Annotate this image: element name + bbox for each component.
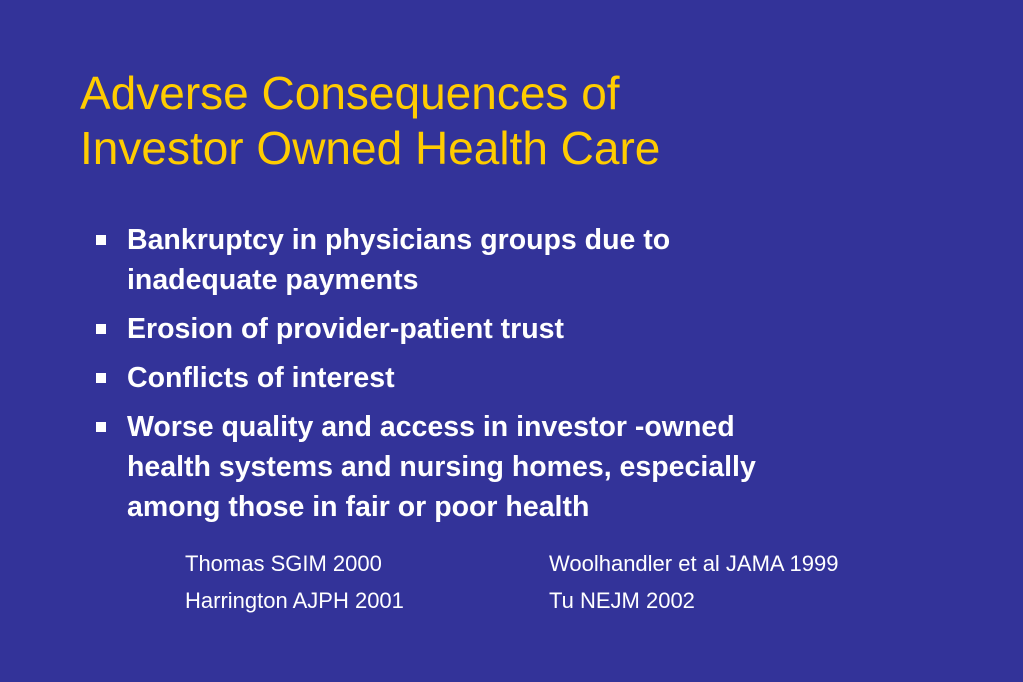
bullet-list (96, 220, 976, 527)
citations (185, 545, 838, 619)
bullet-item (96, 358, 976, 398)
square-bullet-icon (96, 422, 106, 432)
bullet-line: among those in fair or poor health (127, 491, 590, 523)
citation: Tu NEJM 2002 (549, 588, 695, 613)
bullet-line: inadequate payments (127, 264, 419, 296)
citation: Woolhandler et al JAMA 1999 (549, 551, 839, 576)
title-line: Adverse Consequences of (80, 67, 620, 119)
bullet-line: Erosion of provider-patient trust (127, 313, 565, 345)
bullet-item (96, 407, 976, 527)
bullet-line: Bankruptcy in physicians groups due to (127, 224, 671, 256)
slide-title (80, 66, 980, 176)
bullet-item (96, 220, 976, 300)
bullet-line: Worse quality and access in investor -owned (127, 411, 735, 443)
citation-row (185, 582, 838, 619)
citation-row (185, 545, 838, 582)
square-bullet-icon (96, 324, 106, 334)
square-bullet-icon (96, 235, 106, 245)
citation: Harrington AJPH 2001 (185, 588, 404, 613)
square-bullet-icon (96, 373, 106, 383)
bullet-line: Conflicts of interest (127, 362, 395, 394)
citation: Thomas SGIM 2000 (185, 551, 382, 576)
title-line: Investor Owned Health Care (80, 122, 661, 174)
bullet-line: health systems and nursing homes, especially (127, 451, 756, 483)
bullet-item (96, 309, 976, 349)
